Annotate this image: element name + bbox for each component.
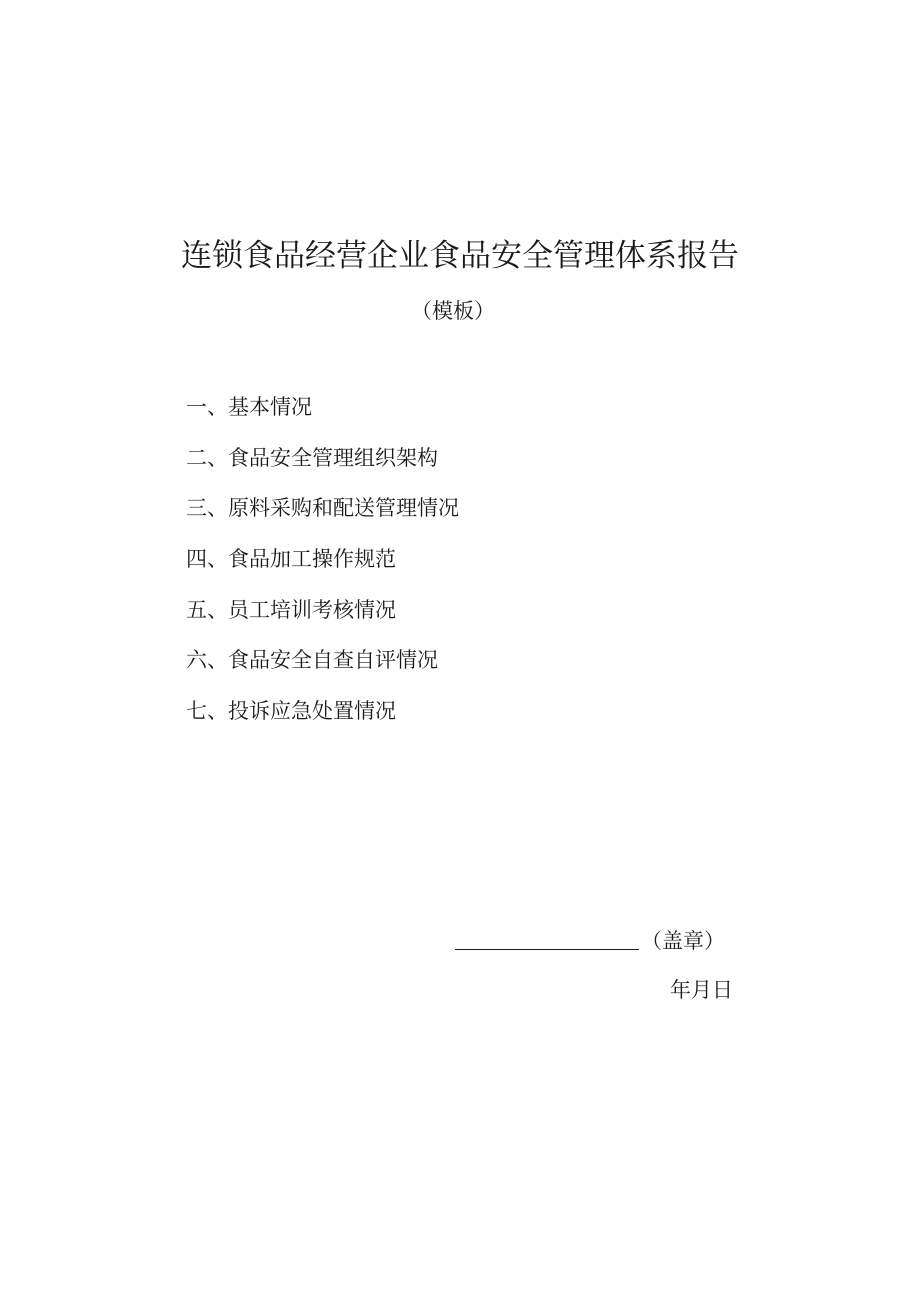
section-item: 三、原料采购和配送管理情况 (186, 496, 459, 521)
section-item: 二、食品安全管理组织架构 (186, 445, 438, 470)
date-label: 年月日 (670, 978, 733, 1002)
seal-blank-underline (455, 924, 639, 950)
section-item: 七、投诉应急处置情况 (186, 699, 396, 724)
seal-label: （盖章） (641, 929, 725, 953)
section-item: 六、食品安全自查自评情况 (186, 648, 438, 673)
section-item: 一、基本情况 (186, 395, 312, 419)
section-item: 五、员工培训考核情况 (186, 597, 396, 622)
document-subtitle: （模板） (411, 299, 495, 323)
section-list (186, 390, 459, 745)
seal-line (455, 924, 725, 958)
section-item: 四、食品加工操作规范 (186, 547, 396, 572)
document-title: 连锁食品经营企业食品安全管理体系报告 (181, 238, 739, 274)
